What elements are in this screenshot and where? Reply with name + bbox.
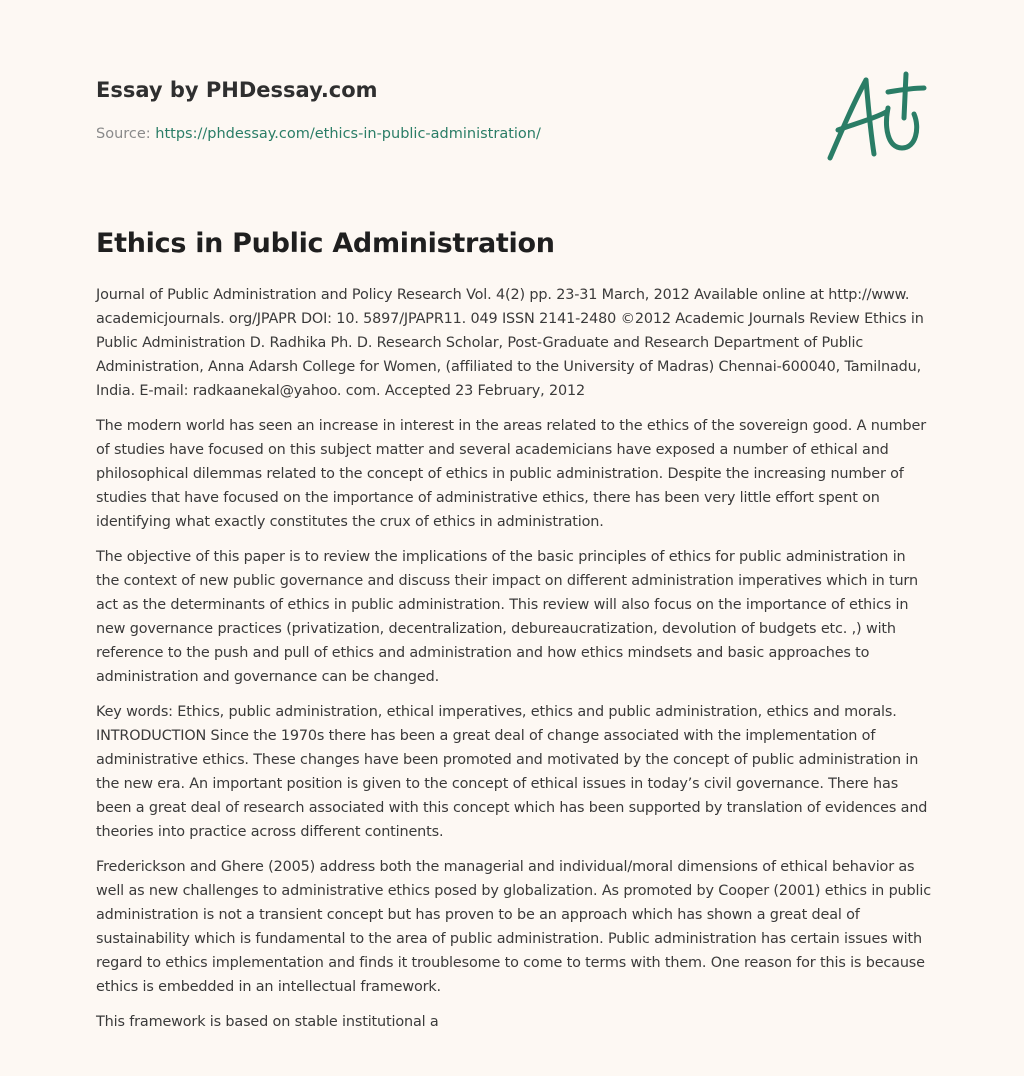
paragraph: Key words: Ethics, public administration, ethical imperatives, ethics and public administration, ethics and morals. INTRODUCTION Since the 1970s there has been a great deal of change associated with the implementation of administrative ethics. These changes have been promoted and motivated by the concept of public administration in the new era. An important position is given to the concept of ethical issues in today’s civil governance. There has been a great deal of research associated with this concept which has been supported by translation of evidences and theories into practice across different continents.: [96, 704, 928, 840]
source-link[interactable]: https://phdessay.com/ethics-in-public-administration/: [155, 126, 541, 142]
page-header: [96, 0, 936, 200]
paragraph: Frederickson and Ghere (2005) address both the managerial and individual/moral dimensions of ethical behavior as well as new challenges to administrative ethics posed by globalization. As promoted by Cooper (2001) ethics in public administration is not a transient concept but has proven to be an approach which has shown a great deal of sustainability which is fundamental to the area of public administration. Public administration has certain issues with regard to ethics implementation and finds it troublesome to come to terms with them. One reason for this is because ethics is embedded in an intellectual framework.: [96, 859, 931, 995]
paragraph: The modern world has seen an increase in interest in the areas related to the ethics of the sovereign good. A number of studies have focused on this subject matter and several academicians have exposed a number of ethical and philosophical dilemmas related to the concept of ethics in public administration. Despite the increasing number of studies that have focused on the importance of administrative ethics, there has been very little effort spent on identifying what exactly constitutes the crux of ethics in administration.: [96, 418, 926, 530]
brand-title: Essay by PHDessay.com: [96, 78, 378, 102]
paragraph: The objective of this paper is to review the implications of the basic principles of ethics for public administration in the context of new public governance and discuss their impact on different administration imperatives which in turn act as the determinants of ethics in public administration. This review will also focus on the importance of ethics in new governance practices (privatization, decentralization, debureaucratization, devolution of budgets etc. ,) with reference to the push and pull of ethics and administration and how ethics mindsets and basic approaches to administration and governance can be changed.: [96, 549, 918, 685]
article-title: Ethics in Public Administration: [96, 228, 555, 259]
paragraph-citation: Journal of Public Administration and Policy Research Vol. 4(2) pp. 23-31 March, 2012 Available online at http://www. academicjournals. org/JPAPR DOI: 10. 5897/JPAPR11. 049 ISSN 2141-2480 ©2012 Academic Journals Review Ethics in Public Administration D. Radhika Ph. D. Research Scholar, Post-Graduate and Research Department of Public Administration, Anna Adarsh College for Women, (affiliated to the University of Madras) Chennai-600040, Tamilnadu, India. E-mail: radkaanekal@yahoo. com. Accepted 23 February, 2012: [96, 287, 924, 399]
a-plus-logo-icon: [824, 68, 928, 164]
paragraph-truncated: This framework is based on stable institutional a: [96, 1014, 439, 1030]
article-body: [96, 283, 932, 1045]
source-line: [96, 124, 541, 144]
source-label: Source:: [96, 126, 156, 142]
